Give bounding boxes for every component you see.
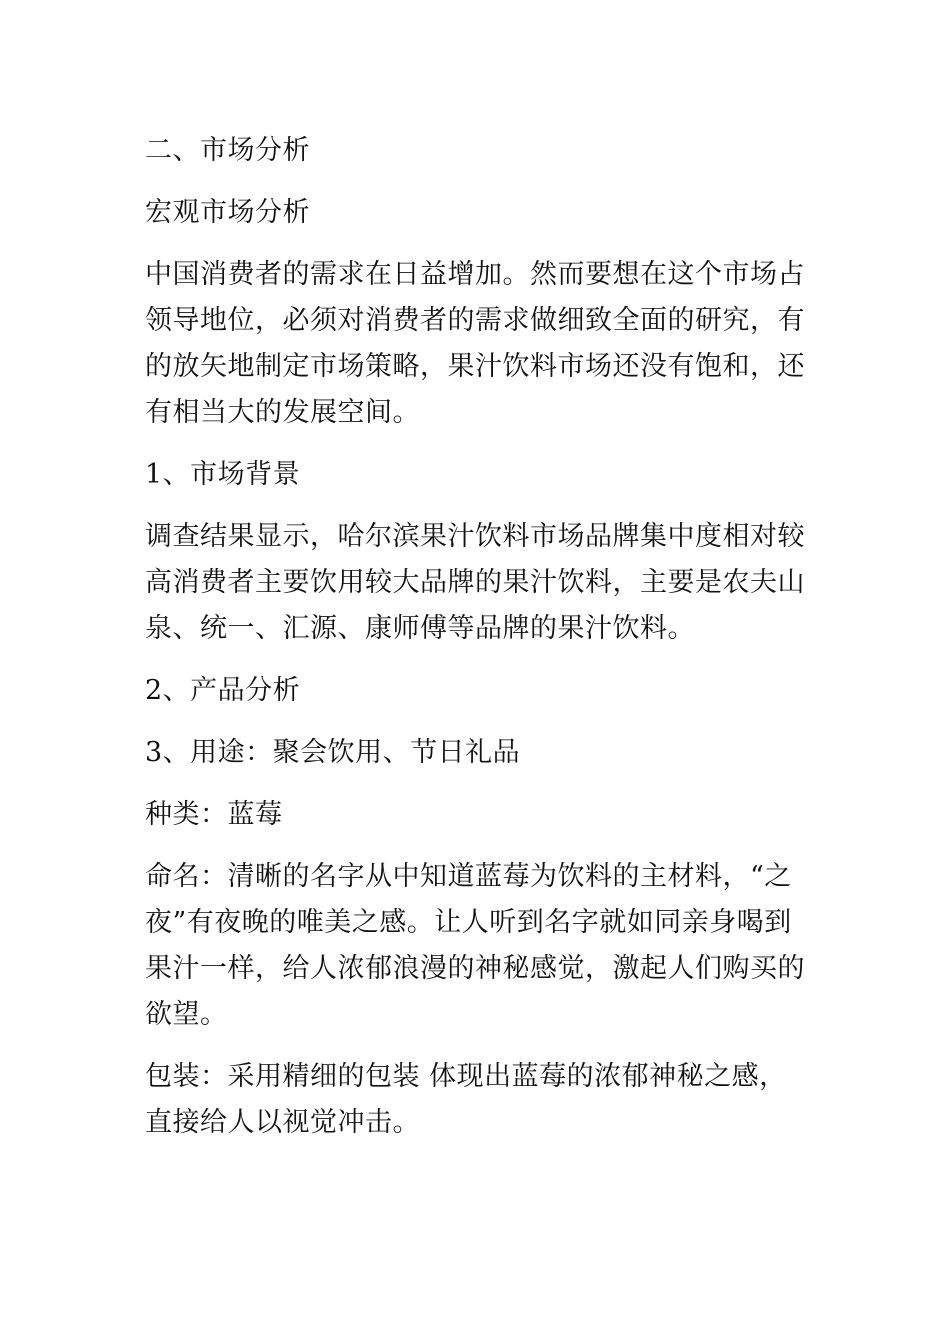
subsection-title: 宏观市场分析 [145, 197, 310, 228]
market-background-heading: 1、市场背景 [145, 459, 301, 490]
product-analysis-heading: 2、产品分析 [145, 675, 301, 706]
document-body [145, 128, 810, 1162]
packaging-paragraph: 包装：采用精细的包装 体现出蓝莓的浓郁神秘之感，直接给人以视觉冲击。 [145, 1061, 787, 1138]
market-background-paragraph: 调查结果显示，哈尔滨果汁饮料市场品牌集中度相对较高消费者主要饮用较大品牌的果汁饮料，主要是农夫山泉、统一、汇源、康师傅等品牌的果汁饮料。 [145, 521, 805, 644]
usage-line: 3、用途：聚会饮用、节日礼品 [145, 737, 521, 768]
intro-paragraph: 中国消费者的需求在日益增加。然而要想在这个市场占领导地位，必须对消费者的需求做细致全面的研究，有的放矢地制定市场策略，果汁饮料市场还没有饱和，还有相当大的发展空间。 [145, 259, 805, 428]
section-title: 二、市场分析 [145, 135, 310, 166]
naming-paragraph: 命名：清晰的名字从中知道蓝莓为饮料的主材料，“之夜”有夜晚的唯美之感。让人听到名字就如同亲身喝到果汁一样，给人浓郁浪漫的神秘感觉，激起人们购买的欲望。 [145, 861, 805, 1030]
type-line: 种类：蓝莓 [145, 799, 283, 830]
